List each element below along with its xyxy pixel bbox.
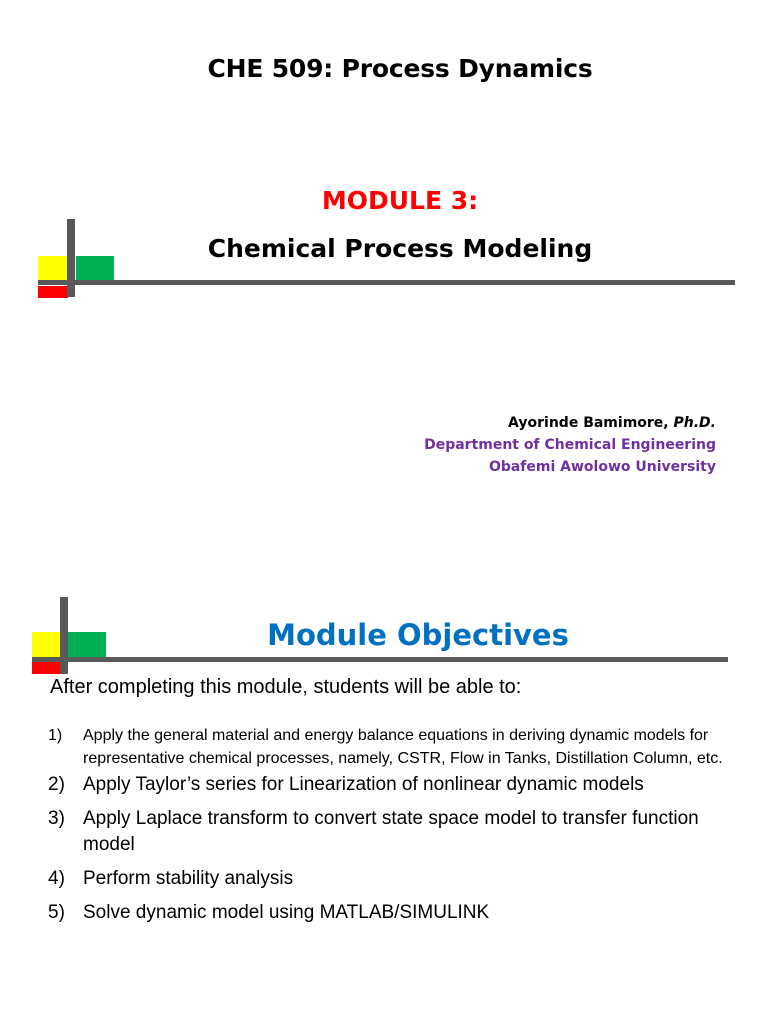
course-title: CHE 509: Process Dynamics bbox=[207, 54, 593, 83]
objective-number: 5) bbox=[48, 902, 65, 923]
objective-text: Apply the general material and energy balance equations in deriving dynamic models for representative chemical processes, namely, CSTR, Flow in Tanks, Distillation Column, etc. bbox=[83, 727, 723, 767]
objective-number: 4) bbox=[48, 868, 65, 889]
objective-number: 3) bbox=[48, 808, 65, 829]
objectives-slide bbox=[0, 560, 768, 1024]
objective-text: Apply Laplace transform to convert state space model to transfer function model bbox=[83, 808, 699, 855]
author-university: Obafemi Awolowo University bbox=[488, 459, 716, 475]
module-label: MODULE 3: bbox=[321, 186, 479, 215]
title-rule bbox=[38, 280, 735, 285]
red-square bbox=[38, 286, 68, 298]
objective-text: Apply Taylor’s series for Linearization of nonlinear dynamic models bbox=[83, 774, 644, 795]
objective-item bbox=[48, 724, 728, 770]
objective-item bbox=[48, 900, 728, 926]
author-block bbox=[424, 412, 716, 478]
objective-item bbox=[48, 866, 728, 892]
module-title: Chemical Process Modeling bbox=[207, 234, 593, 263]
objective-item bbox=[48, 772, 728, 798]
objectives-title: Module Objectives bbox=[267, 618, 569, 652]
objectives-intro: After completing this module, students will be able to: bbox=[50, 676, 522, 698]
objective-text: Perform stability analysis bbox=[83, 868, 294, 889]
objective-number: 1) bbox=[48, 727, 63, 744]
author-name: Ayorinde Bamimore, Ph.D. bbox=[508, 415, 716, 431]
author-degree: Ph.D. bbox=[673, 415, 716, 431]
red-square bbox=[32, 662, 60, 674]
objectives-list bbox=[48, 724, 728, 934]
objective-item bbox=[48, 806, 728, 858]
author-department: Department of Chemical Engineering bbox=[424, 437, 716, 453]
objective-text: Solve dynamic model using MATLAB/SIMULINK bbox=[83, 902, 490, 923]
objective-number: 2) bbox=[48, 774, 65, 795]
objectives-rule bbox=[32, 657, 728, 662]
